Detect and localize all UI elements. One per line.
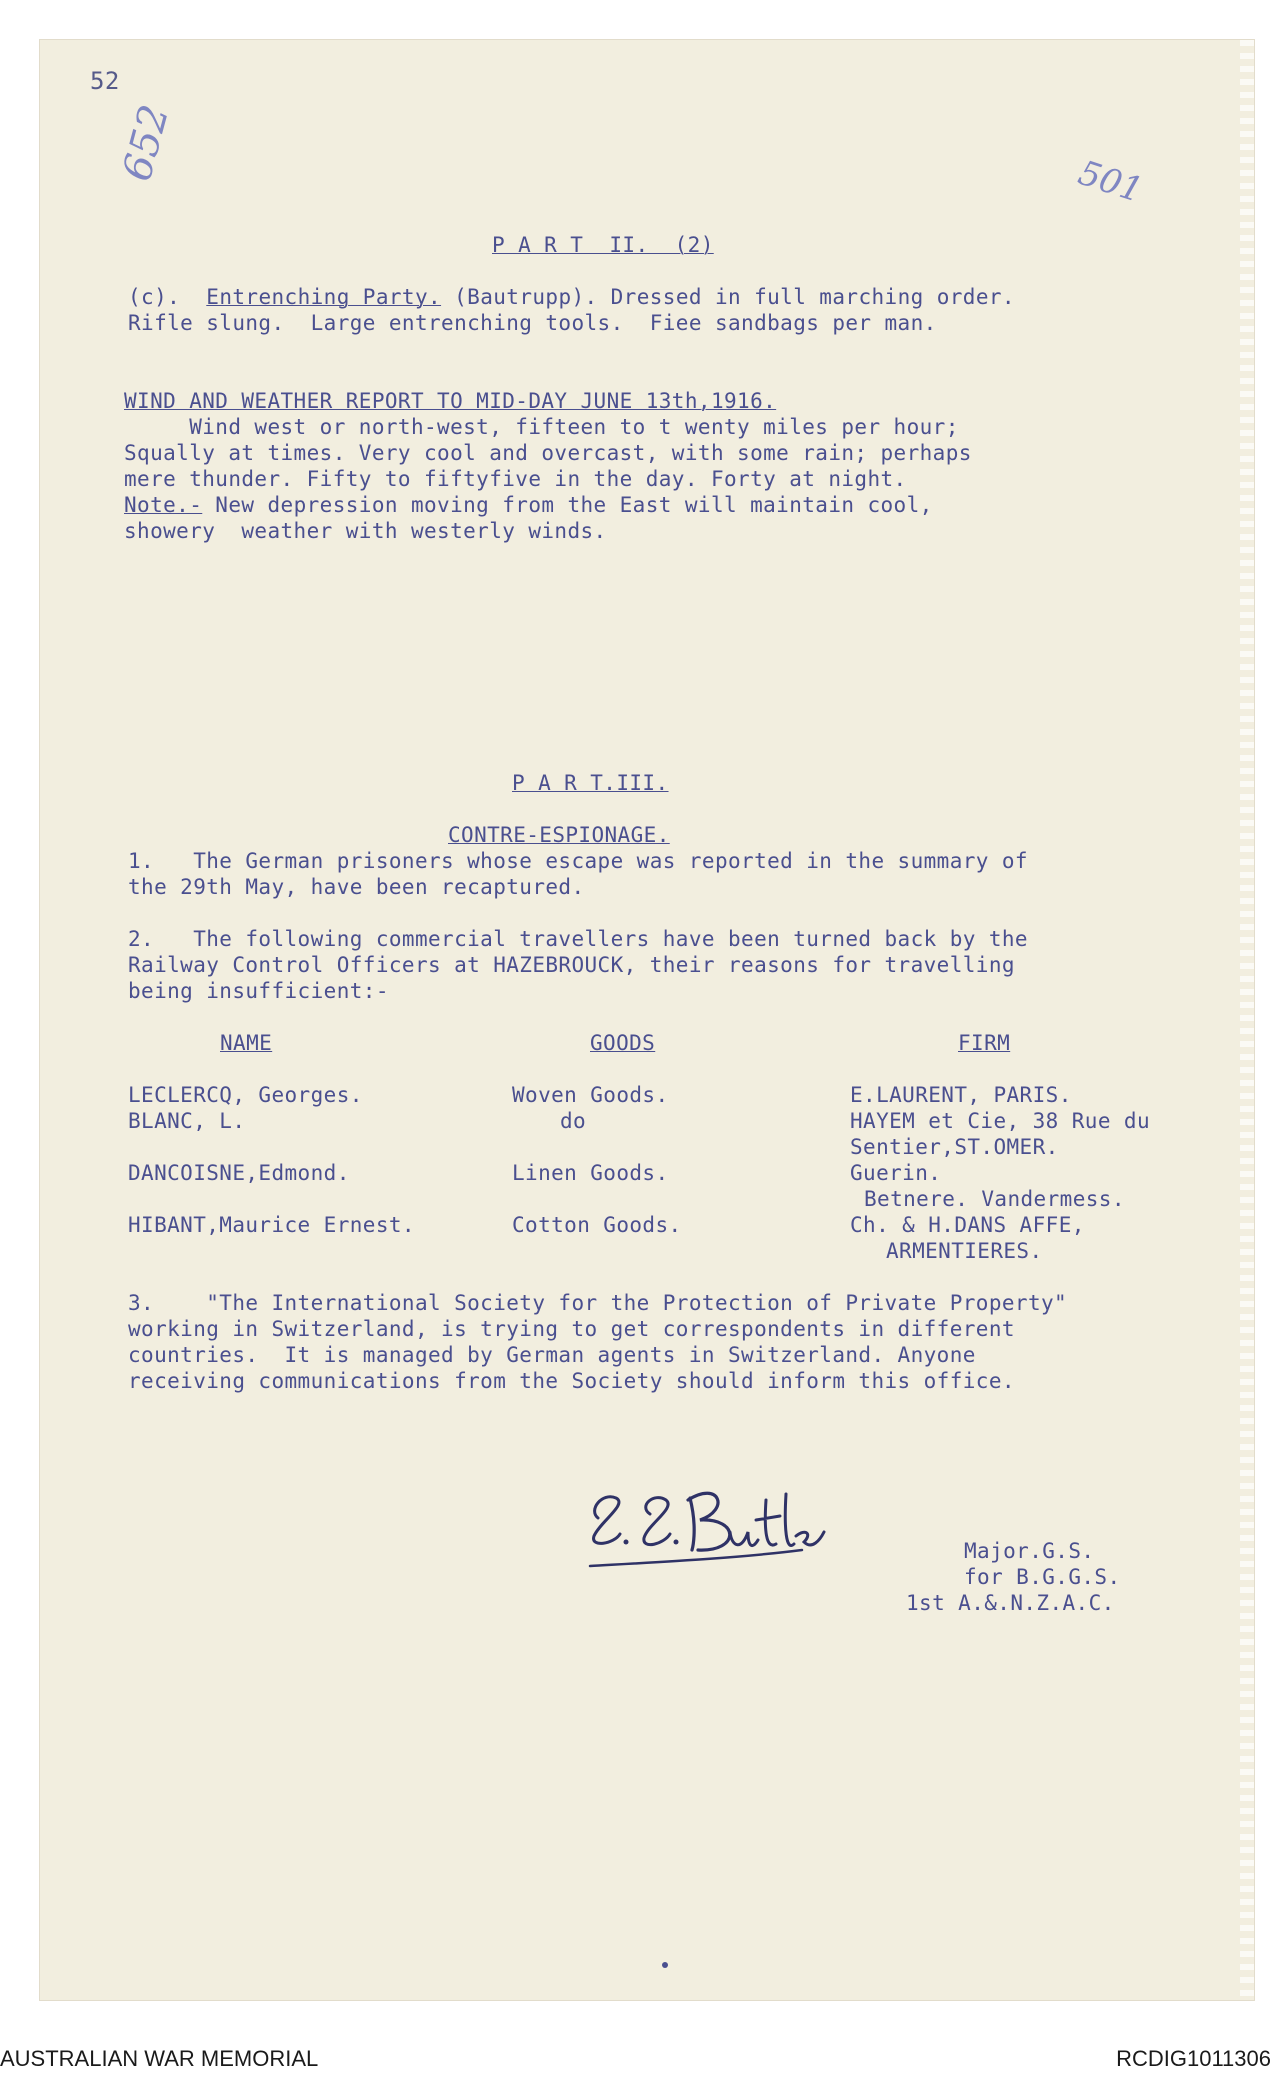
table-row-4-name: HIBANT,Maurice Ernest. <box>128 1213 415 1237</box>
item1-line2: the 29th May, have been recaptured. <box>128 875 585 899</box>
footer-source: AUSTRALIAN WAR MEMORIAL <box>0 2046 319 2071</box>
weather-note-label: Note.- <box>124 493 203 517</box>
table-row-4-firm-line1: Ch. & H.DANS AFFE, <box>850 1213 1085 1237</box>
table-header-name: NAME <box>220 1031 273 1055</box>
table-row-3-name: DANCOISNE,Edmond. <box>128 1161 350 1185</box>
handwritten-reference-left: 652 <box>114 100 179 186</box>
table-row-4-goods: Cotton Goods. <box>512 1213 682 1237</box>
weather-line2: Squally at times. Very cool and overcast, with some rain; perhaps <box>124 441 972 465</box>
part-ii-heading: P A R T II. (2) <box>492 233 714 257</box>
signature-image <box>580 1470 920 1580</box>
item2-line2: Railway Control Officers at HAZEBROUCK, their reasons for travelling <box>128 953 1015 977</box>
item3-line4: receiving communications from the Society should inform this office. <box>128 1369 1015 1393</box>
part-iii-heading: P A R T.III. <box>512 771 669 795</box>
entrenching-party-line2: Rifle slung. Large entrenching tools. Fiee sandbags per man. <box>128 311 937 335</box>
table-row-2-name: BLANC, L. <box>128 1109 246 1133</box>
table-row-3-firm-line2: Betnere. Vandermess. <box>864 1187 1125 1211</box>
page-number: 52 <box>90 67 120 95</box>
table-row-4-firm-line2: ARMENTIERES. <box>886 1239 1043 1263</box>
item-c-label: (c). <box>128 285 181 309</box>
signature-for: for B.G.G.S. <box>964 1565 1121 1589</box>
weather-heading: WIND AND WEATHER REPORT TO MID-DAY JUNE 13th,1916. <box>124 389 777 413</box>
item3-line2: working in Switzerland, is trying to get correspondents in different <box>128 1317 1015 1341</box>
table-row-3-goods: Linen Goods. <box>512 1161 669 1185</box>
contre-espionage-heading: CONTRE-ESPIONAGE. <box>448 823 670 847</box>
table-row-1-goods: Woven Goods. <box>512 1083 669 1107</box>
table-header-goods: GOODS <box>590 1031 656 1055</box>
item3-line3: countries. It is managed by German agents in Switzerland. Anyone <box>128 1343 976 1367</box>
table-row-2-firm-line2: Sentier,ST.OMER. <box>850 1135 1059 1159</box>
table-row-2-goods: do <box>560 1109 587 1133</box>
weather-line1: Wind west or north-west, fifteen to t wenty miles per hour; <box>124 415 959 439</box>
weather-line5: showery weather with westerly winds. <box>124 519 607 543</box>
signature-rank: Major.G.S. <box>964 1539 1095 1563</box>
item2-line3: being insufficient:- <box>128 979 389 1003</box>
table-row-2-firm-line1: HAYEM et Cie, 38 Rue du <box>850 1109 1150 1133</box>
item3-line1: 3. "The International Society for the Protection of Private Property" <box>128 1291 1068 1315</box>
entrenching-party-line1 <box>128 284 1015 310</box>
weather-note-text: New depression moving from the East will maintain cool, <box>202 493 933 517</box>
item1-line1: 1. The German prisoners whose escape was reported in the summary of <box>128 849 1028 873</box>
weather-line3: mere thunder. Fifty to fiftyfive in the day. Forty at night. <box>124 467 907 491</box>
table-header-firm: FIRM <box>958 1031 1011 1055</box>
table-row-1-name: LECLERCQ, Georges. <box>128 1083 363 1107</box>
entrenching-party-title: Entrenching Party. <box>206 285 442 309</box>
ink-dot <box>662 1962 668 1968</box>
table-row-1-firm: E.LAURENT, PARIS. <box>850 1083 1072 1107</box>
entrenching-party-desc: (Bautrupp). Dressed in full marching order. <box>441 285 1015 309</box>
signature-unit: 1st A.&.N.Z.A.C. <box>906 1591 1115 1615</box>
table-row-3-firm-line1: Guerin. <box>850 1161 942 1185</box>
footer-record-id: RCDIG1011306 <box>1116 2046 1271 2071</box>
torn-edge <box>1240 40 1254 2000</box>
weather-line4 <box>124 492 933 518</box>
handwritten-reference-right: 501 <box>1073 152 1148 212</box>
item2-line1: 2. The following commercial travellers have been turned back by the <box>128 927 1028 951</box>
